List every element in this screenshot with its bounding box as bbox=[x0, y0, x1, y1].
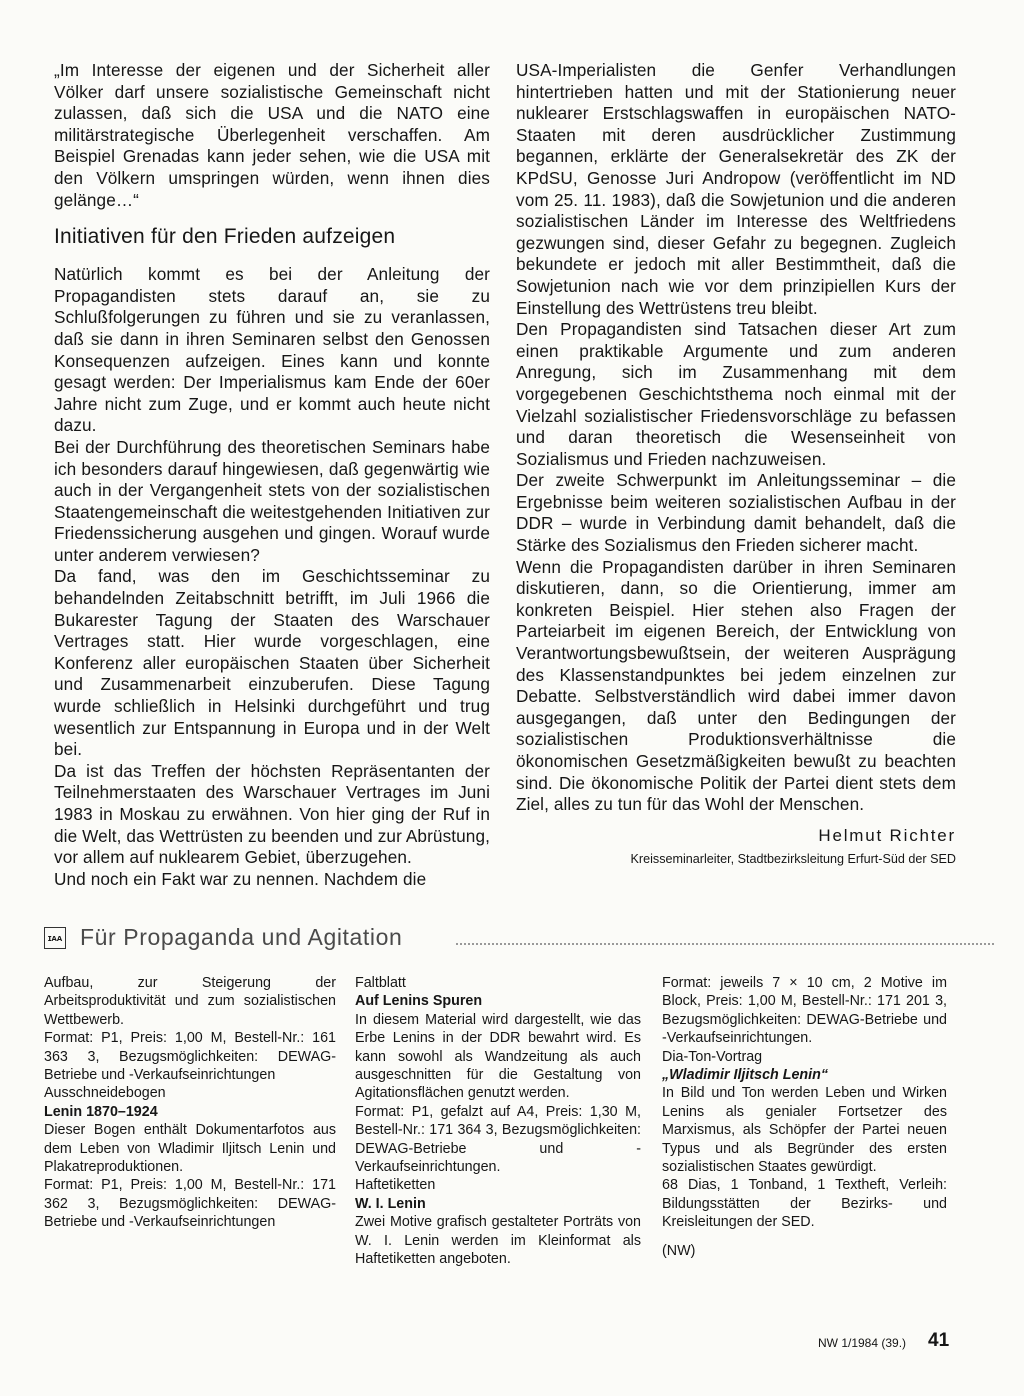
body-paragraph: Der zweite Schwerpunkt im Anleitungsseminar – die Ergebnisse beim weiteren sozialistischen Aufbau in der DDR – wurde in Verbindung damit behandelt, daß die Stärke des Sozialismus den Frieden sicherer macht. bbox=[516, 470, 956, 556]
listing-column-3 bbox=[662, 974, 947, 1260]
listing-category: Faltblatt bbox=[355, 975, 406, 991]
body-paragraph: Wenn die Propagandisten darüber in ihren Seminaren diskutieren, dann, so die Orientierung, immer am konkreten Beispiel. Hier stehen also Fragen der Parteiarbeit im eigenen Bereich, der Entwicklung von Verantwortungsbewußtsein, der weiteren Ausprägung des Klassenstandpunktes bei jedem einzelnen zur Debatte. Selbstverständlich wird dabei immer davon ausgegangen, daß unter den Bedingungen der sozialistischen Produktionsverhältnisse die ökonomischen Gesetzmäßigkeiten bewußt zu beachten sind. Die ökonomische Politik der Partei dient stets dem Ziel, alles zu tun für das Wohl der Menschen. bbox=[516, 556, 956, 815]
body-paragraph: Natürlich kommt es bei der Anleitung der Propagandisten stets darauf an, sie zu Schlußfolgerungen zu führen und sie zu veranlassen, daß sie dann in ihren Seminaren selbst den Genossen Konsequenzen aufzeigen. Eines kann und konnte gesagt werden: Der Imperialismus kam Ende der 60er Jahre nicht zum Zuge, und er kommt auch heute nicht dazu. bbox=[54, 264, 490, 436]
listing-category: Ausschneidebogen bbox=[44, 1085, 166, 1102]
right-article-column bbox=[516, 60, 956, 866]
listing-text: Format: P1, Preis: 1,00 M, Bestell-Nr.: 161 363 3, Bezugsmöglichkeiten: DEWAG-Betriebe und -Verkaufseinrichtungen bbox=[44, 1030, 336, 1084]
issue-label: NW 1/1984 (39.) bbox=[818, 1336, 907, 1350]
listing-column-1 bbox=[44, 974, 336, 1232]
banner-title: Für Propaganda und Agitation bbox=[80, 924, 403, 950]
body-paragraph: Und noch ein Fakt war zu nennen. Nachdem die bbox=[54, 868, 427, 889]
listing-text: Format: jeweils 7 × 10 cm, 2 Motive im Block, Preis: 1,00 M, Bestell-Nr.: 171 201 3, Bezugsmöglichkeiten: DEWAG-Betriebe und -Verkaufseinrichtungen. bbox=[662, 975, 947, 1047]
banner-divider bbox=[456, 943, 994, 945]
logo-icon: ɪᴀᴀ bbox=[44, 927, 66, 949]
listing-category: Dia-Ton-Vortrag bbox=[662, 1048, 763, 1065]
listing-title: W. I. Lenin bbox=[355, 1195, 426, 1212]
listing-text: Dieser Bogen enthält Dokumentarfotos aus dem Leben von Wladimir Iljitsch Lenin und Plakatreproduktionen. bbox=[44, 1122, 336, 1176]
section-banner bbox=[44, 920, 984, 960]
listing-column-2 bbox=[355, 974, 641, 1269]
body-paragraph: Den Propagandisten sind Tatsachen dieser Art zum einen praktikable Argumente und zum anderen Anregung, sich im Zusammenhang mit dem vorgegebenen Geschichtsthema noch einmal mit der Vielzahl sozialistischer Friedensvorschläge zu befassen und daran theoretisch die Wesenseinheit von Sozialismus und Frieden nachzuweisen. bbox=[516, 319, 956, 469]
listing-text: Aufbau, zur Steigerung der Arbeitsproduktivität und zum sozialistischen Wettbewerb. bbox=[44, 975, 336, 1028]
section-heading: Initiativen für den Frieden aufzeigen bbox=[54, 225, 396, 249]
page-number: 41 bbox=[928, 1330, 950, 1351]
listing-text: In diesem Material wird dargestellt, wie das Erbe Lenins in der DDR bewahrt wird. Es kann sowohl als Wandzeitung als auch ausgeschnitten für die Gestaltung von Agitationsflächen genutzt werden. bbox=[355, 1011, 641, 1102]
listing-text: Format: P1, gefalzt auf A4, Preis: 1,30 M, Bestell-Nr.: 171 364 3, Bezugsmöglichkeiten: DEWAG-Betriebe und -Verkaufseinrichtungen. bbox=[355, 1103, 641, 1176]
left-article-column bbox=[54, 60, 490, 890]
body-paragraph: Bei der Durchführung des theoretischen Seminars habe ich besonders darauf hingewiesen, daß gegenwärtig wie auch in der Vergangenheit stets von der sozialistischen Staatengemeinschaft die weitestgehenden Initiativen zur Friedenssicherung ausgehen und gingen. Worauf wurde unter anderem verwiesen? bbox=[54, 436, 490, 565]
author-name: Helmut Richter bbox=[818, 825, 956, 845]
body-paragraph: Da fand, was den im Geschichtsseminar zu behandelnden Zeitabschnitt betrifft, im Juli 1966 die Bukarester Tagung der Staaten des Warschauer Vertrages statt. Hier wurde vorgeschlagen, eine Konferenz aller europäischen Staaten über Sicherheit und Zusammenarbeit einzuberufen. Diese Tagung wurde schließlich in Helsinki durchgeführt und trug wesentlich zur Entspannung in Europa und in der Welt bei. bbox=[54, 566, 490, 760]
listing-title: „Wladimir Iljitsch Lenin“ bbox=[662, 1067, 829, 1084]
listing-text: 68 Dias, 1 Tonband, 1 Textheft, Verleih: Bildungsstätten der Bezirks- und Kreisleitungen der SED. bbox=[662, 1177, 947, 1231]
listing-title: Auf Lenins Spuren bbox=[355, 993, 483, 1010]
quote-paragraph: „Im Interesse der eigenen und der Sicherheit aller Völker darf unsere sozialistische Gemeinschaft nicht zulassen, daß sich die USA und die NATO eine militärstrategische Überlegenheit verschaffen. Am Beispiel Grenadas kann jeder sehen, wie die USA mit den Völkern umspringen würden, wenn ihnen dies gelänge…“ bbox=[54, 60, 490, 210]
author-initials: (NW) bbox=[662, 1242, 696, 1259]
listing-title: Lenin 1870–1924 bbox=[44, 1103, 158, 1120]
body-paragraph: Da ist das Treffen der höchsten Repräsentanten der Teilnehmerstaaten des Warschauer Vertrages im Juni 1983 in Moskau zu erwähnen. Von hier ging der Ruf in die Welt, das Wettrüsten zu beenden und zur Abrüstung, vor allem auf nuklearem Gebiet, überzugehen. bbox=[54, 760, 490, 868]
listing-category: Haftetiketten bbox=[355, 1177, 436, 1194]
listing-text: Zwei Motive grafisch gestalteter Porträts von W. I. Lenin werden im Kleinformat als Haftetiketten angeboten. bbox=[355, 1214, 641, 1268]
listing-text: Format: P1, Preis: 1,00 M, Bestell-Nr.: 171 362 3, Bezugsmöglichkeiten: DEWAG-Betriebe und -Verkaufseinrichtungen bbox=[44, 1177, 336, 1231]
author-role: Kreisseminarleiter, Stadtbezirksleitung Erfurt-Süd der SED bbox=[630, 851, 956, 866]
body-paragraph: USA-Imperialisten die Genfer Verhandlungen hintertrieben hatten und mit der Stationierung neuer nuklearer Erstschlagswaffen in europäischen NATO-Staaten mit deren ausdrücklicher Zustimmung begannen, erklärte der Generalsekretär des ZK der KPdSU, Genosse Juri Andropow (veröffentlicht im ND vom 25. 11. 1983), daß die Sowjetunion und die anderen sozialistischen Länder im Interesse des Weltfriedens gezwungen sind, dieser Gefahr zu begegnen. Zugleich bekundete er jedoch mit aller Bestimmtheit, daß die Sowjetunion nach wie vor dem prinzipiellen Kurs der Einstellung des Wettrüstens treu bleibt. bbox=[516, 60, 956, 318]
listing-text: In Bild und Ton werden Leben und Wirken Lenins als genialer Fortsetzer des Marxismus, als Schöpfer der Partei neuen Typus und als Begründer des ersten sozialistischen Staates gewürdigt. bbox=[662, 1085, 947, 1176]
